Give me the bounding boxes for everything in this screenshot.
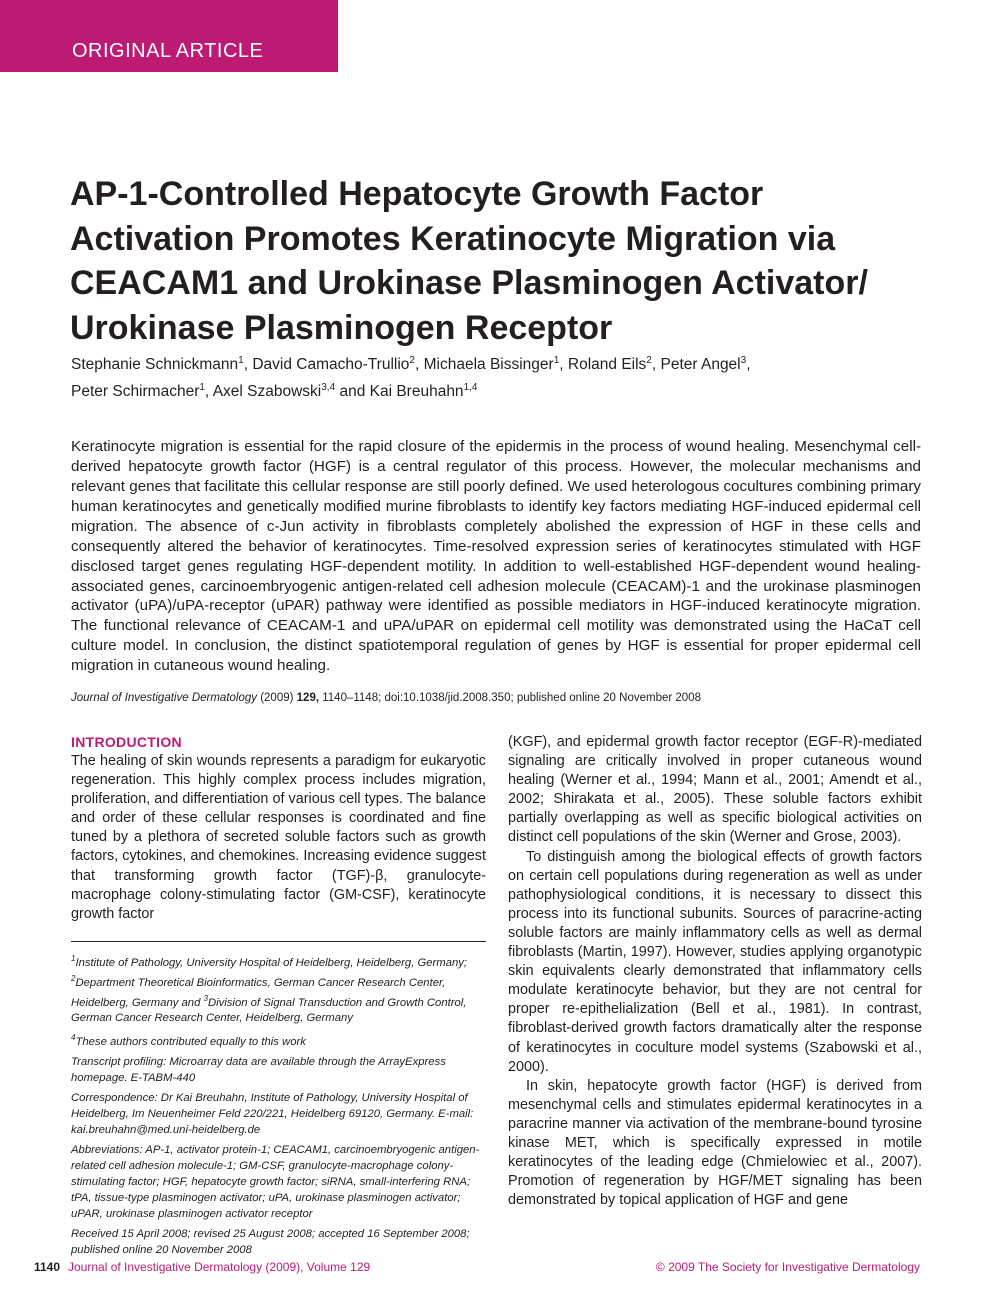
- citation-volume: 129,: [296, 692, 320, 704]
- author-affiliation-mark: 3: [740, 355, 747, 366]
- footnotes: [71, 951, 486, 1262]
- citation-details: 1140–1148; doi:10.1038/jid.2008.350; published online 20 November 2008: [319, 692, 701, 704]
- author-affiliation-mark: 1: [553, 355, 560, 366]
- abstract: Keratinocyte migration is essential for the rapid closure of the epidermis in the process of wound healing. Mesenchymal cell-derived hepatocyte growth factor (HGF) is a central regulator of this process. However, the molecular mechanisms and relevant genes that facilitate this cellular response are still poorly defined. We used heterologous cocultures combining primary human keratinocytes and genetically modified murine fibroblasts to identify key factors mediating HGF-induced epidermal cell migration. The absence of c-Jun activity in fibroblasts completely abolished the expression of HGF in these cells and consequently altered the behavior of keratinocytes. Time-resolved expression series of keratinocytes stimulated with HGF disclosed target genes regulating HGF-dependent motility. In addition to well-established HGF-dependent wound healing-associated genes, carcinoembryogenic antigen-related cell adhesion molecule (CEACAM)-1 and the urokinase plasminogen activator (uPA)/uPA-receptor (uPAR) pathway were identified as possible mediators in HGF-induced keratinocyte migration. The functional relevance of CEACAM-1 and uPA/uPAR on epidermal cell motility was demonstrated using the HaCaT cell culture model. In conclusion, the distinct spatiotemporal regulation of genes by HGF is essential for proper epidermal cell migration in cutaneous wound healing.: [71, 438, 921, 675]
- affiliation-text: Department Theoretical Bioinformatics, German Cancer Research Center, Heidelberg, Germany and: [71, 976, 446, 1009]
- author: Roland Eils: [567, 356, 647, 374]
- author-separator: ,: [559, 356, 568, 374]
- body-paragraph: The healing of skin wounds represents a paradigm for eukaryotic regeneration. This highly complex process includes migration, proliferation, and differentiation of various cell types. The balance and order of these cellular responses is coordinated and fine tuned by a plethora of secreted soluble factors such as growth factors, cytokines, and chemokines. Increasing evidence suggest that transforming growth factor (TGF)-β, granulocyte-macrophage colony-stimulating factor (GM-CSF), keratinocyte growth factor: [71, 753, 486, 922]
- footer-copyright: © 2009 The Society for Investigative Dermatology: [655, 1260, 920, 1274]
- left-column: [71, 733, 486, 924]
- body-paragraph: (KGF), and epidermal growth factor receptor (EGF-R)-mediated signaling are critically involved in proper cutaneous wound healing (Werner et al., 1994; Mann et al., 2001; Amendt et al., 2002; Shirakata et al., 2005). These soluble factors exhibit partially overlapping as well as specific biological activities on distinct cell populations of the skin (Werner and Grose, 2003).: [508, 734, 922, 846]
- author: David Camacho-Trullio: [252, 356, 410, 374]
- author: Kai Breuhahn: [369, 382, 464, 400]
- equal-contribution-note: [71, 1030, 486, 1050]
- author-list: [71, 350, 921, 403]
- body-paragraph: In skin, hepatocyte growth factor (HGF) is derived from mesenchymal cells and stimulates epidermal keratinocytes in a paracrine manner via activation of the membrane-bound tyrosine kinase MET, which is specifically expressed in motile keratinocytes of the leading edge (Chmielowiec et al., 2007). Promotion of regeneration by HGF/MET signaling has been demonstrated by topical application of HGF and gene: [508, 1077, 922, 1209]
- author: Peter Angel: [660, 356, 741, 374]
- correspondence-note: Correspondence: Dr Kai Breuhahn, Institute of Pathology, University Hospital of Heidelberg, Im Neuenheimer Feld 220/221, Heidelberg 69120, Germany. E-mail: kai.breuhahn@med.uni-heidelberg.de: [71, 1092, 474, 1137]
- contribution-text: These authors contributed equally to this work: [75, 1036, 306, 1049]
- author-affiliation-mark: 2: [409, 355, 415, 366]
- author: Michaela Bissinger: [423, 356, 554, 374]
- author: Axel Szabowski: [212, 382, 322, 400]
- citation-journal: Journal of Investigative Dermatology: [71, 692, 258, 704]
- footnote-divider: [71, 941, 486, 942]
- author-affiliation-mark: 1: [199, 381, 205, 393]
- author-affiliation-mark: 1: [238, 355, 244, 366]
- transcript-note: Transcript profiling: Microarray data are available through the ArrayExpress homepage. E-TABM-440: [71, 1056, 446, 1085]
- author-separator: ,: [243, 356, 253, 374]
- citation-line: [71, 691, 921, 706]
- affiliations-note: [71, 951, 486, 1026]
- footer-journal: Journal of Investigative Dermatology (2009), Volume 129: [68, 1260, 371, 1274]
- affiliation-mark: 3: [203, 993, 208, 1003]
- body-paragraph: To distinguish among the biological effects of growth factors on certain cell populations during regeneration as well as under pathophysiological conditions, it is necessary to dissect this process into its functional subunits. Sources of paracrine-acting soluble factors are mainly inflammatory cells as well as dermal fibroblasts (Martin, 1997). However, studies applying organotypic skin equivalents clearly demonstrated that inflammatory cells modulate keratinocyte behavior, but they are not central for proper re-epithelialization (Bell et al., 1981). In contrast, fibroblast-derived growth factors dramatically alter the response of keratinocytes in coculture model systems (Szabowski et al., 2000).: [508, 848, 922, 1075]
- citation-year: (2009): [257, 692, 297, 704]
- affiliation-text: Division of Signal Transduction and Growth Control, German Cancer Research Center, Heidelberg, Germany: [71, 996, 467, 1025]
- author-separator: ,: [746, 356, 751, 374]
- introduction-heading: INTRODUCTION: [71, 734, 182, 750]
- affiliation-mark: 1: [71, 954, 76, 963]
- section-label: ORIGINAL ARTICLE: [72, 40, 264, 62]
- author-separator: ,: [414, 356, 424, 374]
- author-affiliation-mark: 2: [646, 355, 652, 366]
- contribution-mark: 4: [71, 1033, 76, 1043]
- author-separator: ,: [651, 356, 661, 374]
- affiliation-mark: 2: [71, 973, 76, 983]
- author: Stephanie Schnickmann: [71, 356, 239, 374]
- author: Peter Schirmacher: [71, 382, 200, 400]
- affiliation-text: Institute of Pathology, University Hospital of Heidelberg, Heidelberg, Germany;: [75, 956, 468, 969]
- abbreviations-note: Abbreviations: AP-1, activator protein-1; CEACAM1, carcinoembryogenic antigen-related cell adhesion molecule-1; GM-CSF, granulocyte-macrophage colony-stimulating factor; HGF, hepatocyte growth factor; siRNA, small-interfering RNA; tPA, tissue-type plasminogen activator; uPA, urokinase plasminogen activator; uPAR, urokinase plasminogen activator receptor: [71, 1144, 480, 1221]
- dates-note: Received 15 April 2008; revised 25 August 2008; accepted 16 September 2008; published online 20 November 2008: [71, 1228, 470, 1257]
- author-affiliation-mark: 3,4: [321, 381, 336, 393]
- page-footer: [0, 1260, 990, 1280]
- author-separator: and: [335, 382, 370, 400]
- author-separator: ,: [204, 382, 213, 400]
- right-column: [508, 733, 922, 1210]
- author-affiliation-mark: 1,4: [463, 381, 478, 393]
- article-title: AP-1-Controlled Hepatocyte Growth Factor Activation Promotes Keratinocyte Migration via CEACAM1 and Urokinase Plasminogen Activator/ Urokinase Plasminogen Receptor: [70, 175, 868, 347]
- page-number: 1140: [34, 1260, 61, 1274]
- section-banner: [0, 0, 338, 72]
